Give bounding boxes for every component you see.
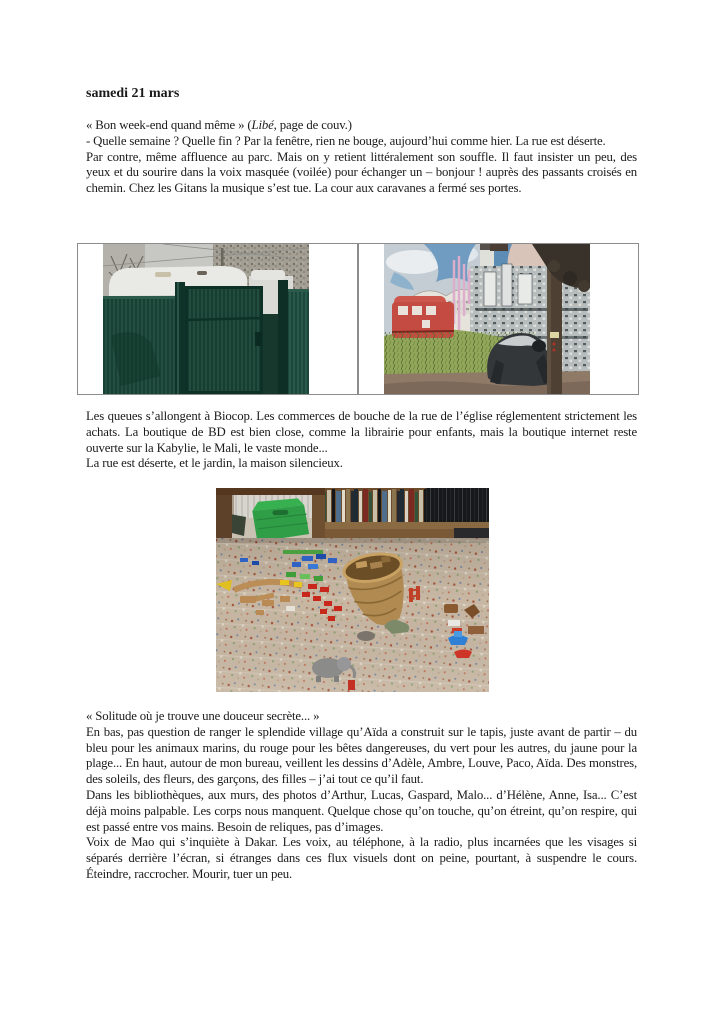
outro-paragraph-bibliotheques: Dans les bibliothèques, aux murs, des photos d’Arthur, Lucas, Gaspard, Malo... d’Hélène, Anne, Isa... C’est déjà moins palpable. Les corps nous manquent. Quelque chose qu’on touche, qu’on étreint, qu’on respire, qui est passé entre vos mains. Besoin de reliques, pas d’images.: [86, 787, 637, 834]
red-piece: [348, 680, 355, 690]
gorilla-city-mural-photo: [384, 244, 590, 394]
photo-cell-right: [358, 243, 639, 395]
date-heading: samedi 21 mars: [86, 86, 180, 101]
mid-paragraph-queues: Les queues s’allongent à Biocop. Les commerces de bouche de la rue de l’église réglementent strictement les achats. La boutique de BD est bien close, comme la librairie pour enfants, mais la boutique internet reste ouverte sur la Kabylie, le Mali, le vaste monde...: [86, 409, 637, 455]
shelf-post: [312, 488, 325, 540]
intro-quote-line: [86, 118, 637, 134]
black-binders: [426, 488, 489, 522]
outro-paragraph-voix: Voix de Mao qui s’inquiète à Dakar. Les voix, au téléphone, à la radio, plus incarnées que les visages si séparés derrière l’écran, si étranges dans ces flux visuels dont on peine, pourtant, à suspendre le cours. Éteindre, raccrocher. Mourir, tuer un peu.: [86, 835, 637, 881]
intro-paragraph-parc: Par contre, même affluence au parc. Mais on y retient littéralement son souffle. Il faut insister un peu, des yeux et du sourire dans la voix masquée (voilée) pour échanger un – bonjour ! auprès des passants croisés en chemin. Chez les Gitans la musique s’est tue. La cour aux caravanes a fermé ses portes.: [86, 149, 637, 196]
mid-text-block: [86, 409, 637, 472]
quote-post: , page de couv.): [273, 118, 352, 132]
photo-center-wrap: [216, 488, 489, 692]
green-gate: [103, 280, 309, 394]
mid-paragraph-rue: La rue est déserte, et le jardin, la maison silencieux.: [86, 456, 343, 471]
quote-pre: « Bon week-end quand même » (: [86, 118, 252, 132]
room-background: [216, 488, 489, 544]
toys-on-rug-photo: [216, 488, 489, 692]
libe-italic: Libé: [251, 118, 274, 132]
outro-paragraph-enbas: En bas, pas question de ranger le splendide village qu’Aïda a construit sur le tapis, juste avant de partir – du bleu pour les animaux marins, du rouge pour les bêtes dangereuses, du vert pour les autres, du jaune pour la plage... En haut, autour de mon bureau, veillent les dessins d’Adèle, Ambre, Louve, Paco, Aïda. Des monstres, des soleils, des fleurs, des garçons, des filles – j’ai tout ce qu’il faut.: [86, 724, 637, 787]
intro-text-block: [86, 118, 637, 197]
red-train: [392, 296, 454, 338]
table-leg: [216, 488, 232, 544]
caravan-behind-green-gate-photo: [103, 244, 309, 394]
intro-paragraph-week: - Quelle semaine ? Quelle fin ? Par la fenêtre, rien ne bouge, aujourd’hui comme hier. La rue est déserte.: [86, 133, 606, 148]
photo-cell-left: [77, 243, 358, 395]
gate-latch: [255, 332, 262, 346]
outro-text-block: [86, 709, 637, 883]
antenna: [221, 248, 224, 266]
photo-table: [77, 243, 639, 395]
outro-quote-solitude: « Solitude où je trouve une douceur secrète... »: [86, 709, 320, 723]
